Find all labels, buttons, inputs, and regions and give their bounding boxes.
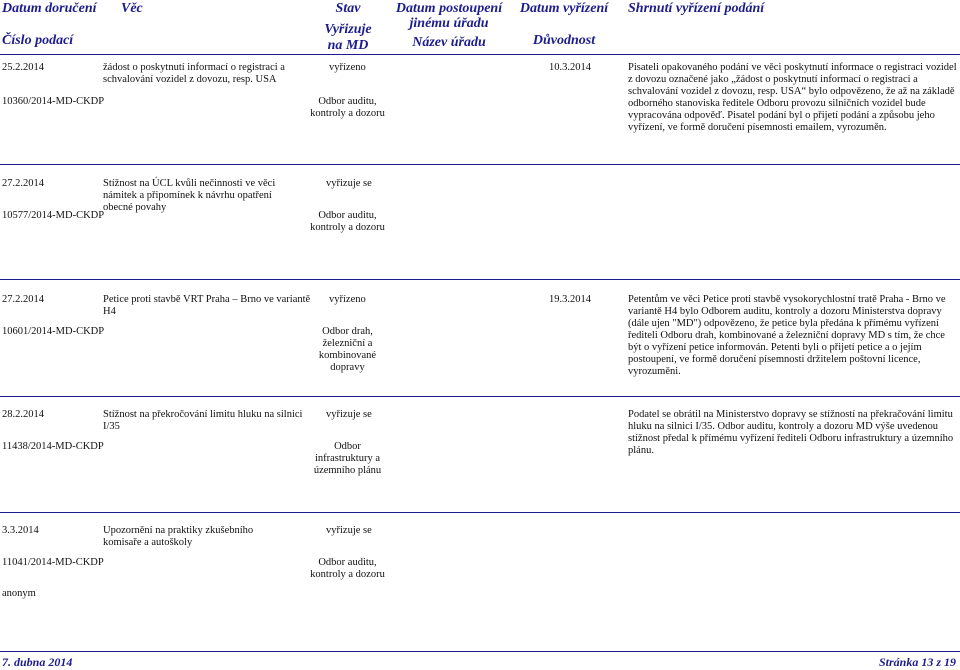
record-subject: Stížnost na ÚCL kvůli nečinnosti ve věci námitek a připomínek k návrhu opatření obecné povahy bbox=[103, 178, 276, 213]
header-resolution-date: Datum vyřízení bbox=[519, 1, 609, 16]
record-summary: Pisateli opakovaného podání ve věci poskytnutí informace o registraci vozidel z dovozu označené jako „žádost o poskytnutí informací o registraci a schvalování vozidel z dovozu, resp. USA“ bylo odpovězeno, že až na základě odborného stanoviska ředitele Odboru provozu silničních vozidel bude vypracována odpověď. Pisatel podání byl o přijetí podání a způsobu jeho vyřízení, ve formě doručení písemnosti emailem, vyrozuměn. bbox=[628, 62, 957, 133]
record-date: 28.2.2014 bbox=[2, 409, 44, 420]
record-date: 27.2.2014 bbox=[2, 178, 44, 189]
record-subject: Petice proti stavbě VRT Praha – Brno ve variantě H4 bbox=[103, 294, 311, 317]
header-office-name: Název úřadu bbox=[412, 35, 486, 50]
record-summary: Petentům ve věci Petice proti stavbě vysokorychlostní tratě Praha - Brno ve variantě H4 bylo Odborem auditu, kontroly a dozoru Ministerstva dopravy (dále ujen "MD") odpovězeno, že petice byla předána k přímému vyřízení řediteli Odboru drah, kombinované a železniční dopravy MD s tím, že chce být o vyřízení petice informován. Petenti byli o přijetí petice a o jejím postoupení, ve formě doručení písemnosti držitelem poštovní licence, vyrozuměni. bbox=[628, 294, 946, 377]
record-status: vyřizuje se bbox=[326, 409, 372, 420]
record-submitter: anonym bbox=[2, 588, 36, 599]
record-resolution-date: 10.3.2014 bbox=[549, 62, 591, 73]
record-file-number: 11438/2014-MD-CKDP bbox=[2, 441, 104, 452]
header-handled-by-2: na MD bbox=[327, 38, 369, 53]
record-status: vyřizuje se bbox=[326, 178, 372, 189]
header-referral-date-1: Datum postoupení bbox=[395, 1, 503, 16]
header-file-number: Číslo podací bbox=[2, 33, 74, 48]
record-status: vyřízeno bbox=[329, 62, 366, 73]
header-referral-date-2: jinému úřadu bbox=[409, 16, 489, 31]
record-department: Odbor infrastruktury a územního plánu bbox=[313, 441, 382, 476]
record-status: vyřizuje se bbox=[326, 525, 372, 536]
record-department: Odbor auditu, kontroly a dozoru bbox=[310, 557, 385, 580]
header-summary: Shrnutí vyřízení podání bbox=[628, 1, 765, 16]
footer-page-number: Stránka 13 z 19 bbox=[878, 655, 956, 669]
record-file-number: 10601/2014-MD-CKDP bbox=[2, 326, 105, 337]
header-status: Stav bbox=[335, 1, 361, 16]
header-divider bbox=[0, 54, 960, 55]
record-department: Odbor auditu, kontroly a dozoru bbox=[310, 210, 385, 233]
record-date: 3.3.2014 bbox=[2, 525, 39, 536]
header-reason: Důvodnost bbox=[532, 33, 596, 48]
record-divider bbox=[0, 164, 960, 165]
header-handled-by-1: Vyřizuje bbox=[324, 22, 372, 37]
footer-date: 7. dubna 2014 bbox=[2, 655, 73, 669]
record-divider bbox=[0, 396, 960, 397]
record-subject: Stížnost na překročování limitu hluku na silnici I/35 bbox=[103, 409, 303, 432]
record-subject: žádost o poskytnutí informací o registraci a schvalování vozidel z dovozu, resp. USA bbox=[103, 62, 285, 85]
record-date: 25.2.2014 bbox=[2, 62, 44, 73]
header-subject: Věc bbox=[121, 1, 143, 16]
record-divider bbox=[0, 512, 960, 513]
record-subject: Upozornění na praktiky zkušebního komisaře a autoškoly bbox=[103, 525, 254, 548]
record-status: vyřízeno bbox=[329, 294, 366, 305]
record-summary: Podatel se obrátil na Ministerstvo dopravy se stížností na překračování limitu hluku na silnici I/35. Odbor auditu, kontroly a dozoru MD výše uvedenou stížnost předal k přímému vyřízení řediteli Odboru infrastruktury a územního plánu. bbox=[628, 409, 954, 456]
record-date: 27.2.2014 bbox=[2, 294, 44, 305]
record-divider bbox=[0, 279, 960, 280]
record-department: Odbor auditu, kontroly a dozoru bbox=[310, 96, 385, 119]
record-resolution-date: 19.3.2014 bbox=[549, 294, 591, 305]
record-file-number: 10360/2014-MD-CKDP bbox=[2, 96, 105, 107]
header-date-received: Datum doručení bbox=[2, 1, 97, 16]
record-file-number: 10577/2014-MD-CKDP bbox=[2, 210, 105, 221]
record-department: Odbor drah, železniční a kombinované dopravy bbox=[318, 326, 377, 373]
footer-divider bbox=[0, 651, 960, 652]
record-file-number: 11041/2014-MD-CKDP bbox=[2, 557, 104, 568]
